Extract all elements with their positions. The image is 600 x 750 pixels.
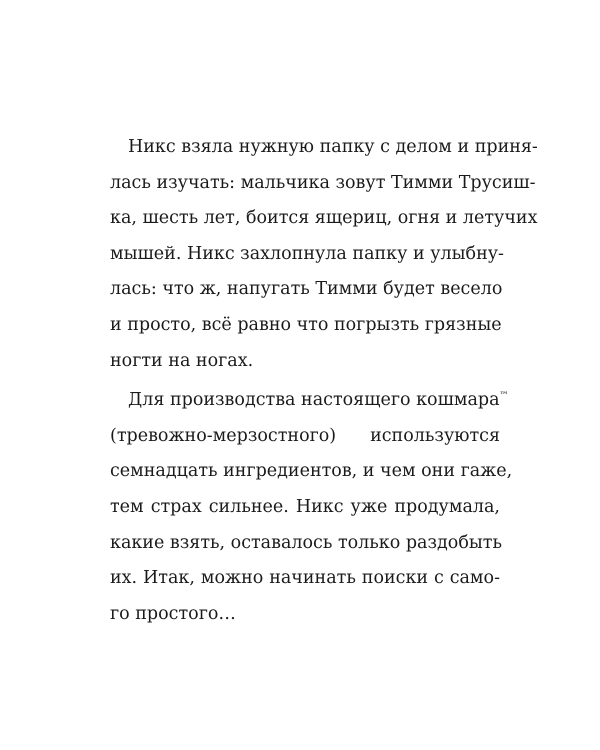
text-line: их. Итак, можно начинать поиски с само-: [110, 568, 500, 589]
text-line: (тревожно-мерзостного) используются: [110, 425, 500, 446]
text-line: тем страх сильнее. Никс уже продумала,: [110, 496, 500, 517]
text-line: какие взять, оставалось только раздобыть: [110, 532, 503, 553]
text-line: ногти на ногах.: [110, 350, 254, 371]
text-line: Никс взяла нужную папку с делом и приня-: [128, 137, 538, 157]
text-line: го простого…: [110, 603, 236, 624]
text-line: ка, шесть лет, боится ящериц, огня и летучих: [110, 208, 538, 229]
trademark-sign: ™: [499, 391, 509, 402]
text-line: и просто, всё равно что погрызть грязные: [110, 314, 502, 335]
text-line: семнадцать ингредиентов, и чем они гаже,: [110, 461, 513, 482]
paragraph-1: [110, 130, 538, 379]
body-text: [110, 130, 538, 632]
text-line-with-trademark: [110, 383, 509, 419]
text-line-content: Для производства настоящего кошмара: [128, 390, 500, 411]
text-line: лась изучать: мальчика зовут Тимми Трусиш-: [110, 172, 536, 193]
text-line: мышей. Никс захлопнула папку и улыбну-: [110, 243, 504, 264]
text-line: лась: что ж, напугать Тимми будет весело: [110, 279, 503, 300]
paragraph-2: [110, 383, 513, 632]
